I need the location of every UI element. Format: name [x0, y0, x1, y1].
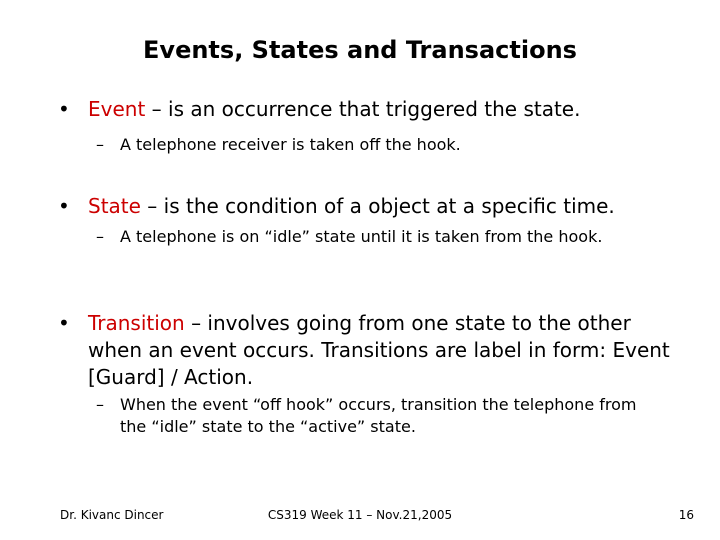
- sub-bullet-marker: –: [96, 135, 104, 154]
- bullet-marker: •: [58, 194, 70, 218]
- sub-bullet-marker: –: [96, 227, 104, 246]
- bullet-event: [58, 96, 678, 123]
- bullet-description: – is an occurrence that triggered the state.: [145, 97, 581, 121]
- sub-bullet-event: [96, 134, 656, 156]
- sub-bullet-text: A telephone is on “idle” state until it is taken from the hook.: [120, 227, 603, 246]
- sub-bullet-text: When the event “off hook” occurs, transition the telephone from the “idle” state to the “active” state.: [120, 395, 637, 436]
- bullet-transition: [58, 310, 678, 391]
- sub-bullet-state: [96, 226, 656, 248]
- sub-bullet-text: A telephone receiver is taken off the hook.: [120, 135, 461, 154]
- bullet-text: [88, 310, 678, 391]
- footer-page-number: 16: [678, 508, 694, 522]
- footer-course: CS319 Week 11 – Nov.21,2005: [267, 508, 453, 522]
- bullet-description: – is the condition of a object at a specific time.: [140, 194, 615, 218]
- bullet-marker: •: [58, 311, 70, 335]
- sub-bullet-transition: [96, 394, 656, 438]
- term-transition: Transition: [88, 311, 185, 335]
- bullet-description: – involves going from one state to the other when an event occurs. Transitions are label in form: Event [Guard] / Action.: [88, 311, 670, 389]
- sub-bullet-marker: –: [96, 395, 104, 414]
- term-event: Event: [88, 97, 146, 121]
- footer-author: Dr. Kivanc Dincer: [60, 508, 164, 522]
- bullet-state: [58, 193, 678, 220]
- bullet-text: [88, 96, 678, 123]
- bullet-text: [88, 193, 678, 220]
- slide-title: Events, States and Transactions: [143, 36, 577, 64]
- bullet-marker: •: [58, 97, 70, 121]
- term-state: State: [88, 194, 141, 218]
